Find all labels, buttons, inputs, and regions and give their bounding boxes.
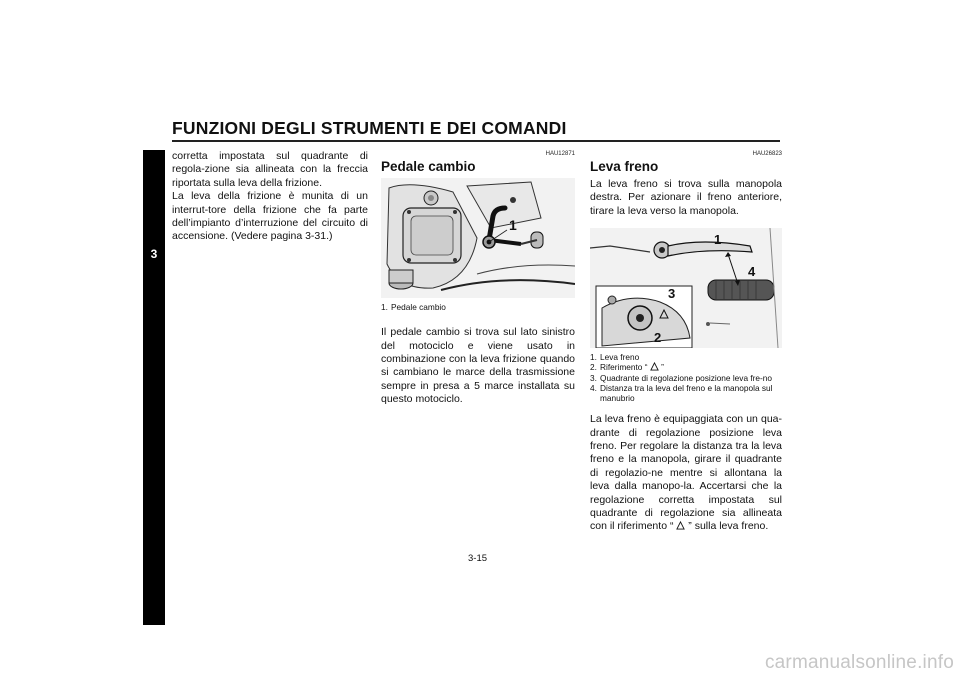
caption-number: 2. <box>590 362 597 373</box>
caption-number: 3. <box>590 372 597 383</box>
caption-text: Quadrante di regolazione posizione leva fre-no <box>600 372 773 383</box>
section-code-leva: HAU26823 <box>752 151 782 157</box>
caption-item <box>590 352 782 362</box>
figure-pedale-cambio <box>381 178 575 298</box>
watermark: carmanualsonline.info <box>764 652 954 673</box>
caption-number: 4. <box>590 382 597 393</box>
col1-paragraph-1: corretta impostata sul quadrante di regola-zione sia allineata con la freccia riportata sulla leva della frizione. <box>172 150 368 189</box>
figure-callout-2: 2 <box>654 330 662 346</box>
column-2 <box>381 150 575 407</box>
column-1 <box>172 150 368 244</box>
caption-item <box>590 373 782 383</box>
captions-pedale <box>381 302 575 312</box>
body-leva-freno <box>590 413 782 534</box>
intro-leva-freno: La leva freno si trova sulla manopola destra. Per azionare il freno anteriore, tirare la leva verso la manopola. <box>590 178 782 217</box>
caption-item <box>590 383 782 403</box>
figure-callout-1: 1 <box>714 232 722 248</box>
title-rule <box>172 140 780 142</box>
figure-leva-freno <box>590 228 782 348</box>
caption-item <box>381 302 575 312</box>
caption-text-after: ” <box>661 362 664 373</box>
heading-leva-freno: Leva freno <box>590 159 659 174</box>
caption-text: Leva freno <box>600 352 640 363</box>
col1-paragraph-2: La leva della frizione è munita di un interrut-tore della frizione che fa parte dell’impianto d’interruzione del circuito di accensione. (Vedere pagina 3-31.) <box>172 190 368 243</box>
body-leva-before: La leva freno è equipaggiata con un qua-drante di regolazione posizione leva freno. Per regolare la distanza tra la leva freno e la manopola, girare il quadrante di regolazio-ne mentre si allontana la leva dalla manopo-la. Accertarsi che la regolazione corretta impostata sul quadrante di regolazione sia allineata con il riferimento “ <box>590 413 782 533</box>
chapter-tab <box>143 150 165 625</box>
section-code-pedale: HAU12871 <box>545 151 575 157</box>
caption-number: 1. <box>381 302 388 312</box>
heading-pedale-cambio: Pedale cambio <box>381 159 476 174</box>
body-pedale-cambio: Il pedale cambio si trova sul lato sinistro del motociclo e viene usato in combinazione con la leva frizione quando si cambiano le marce della trasmissione sempre in presa a 5 marce installata su questo motociclo. <box>381 326 575 406</box>
caption-text <box>600 362 782 372</box>
captions-leva <box>590 352 782 403</box>
figure-callout-1: 1 <box>509 217 517 233</box>
figure-callout-4: 4 <box>748 264 756 280</box>
triangle-icon <box>676 521 685 530</box>
caption-number: 1. <box>590 352 597 363</box>
caption-item <box>590 362 782 372</box>
page-title: FUNZIONI DEGLI STRUMENTI E DEI COMANDI <box>172 118 567 138</box>
body-leva-after: ” sulla leva freno. <box>688 520 769 533</box>
caption-text-before: Riferimento “ <box>600 362 648 373</box>
page-number: 3-15 <box>468 553 488 564</box>
column-3 <box>590 150 782 534</box>
figure-callout-3: 3 <box>668 286 676 302</box>
chapter-tab-number: 3 <box>150 247 158 261</box>
caption-text: Distanza tra la leva del freno e la manopola sul manubrio <box>600 382 773 404</box>
caption-text: Pedale cambio <box>391 302 446 312</box>
triangle-icon <box>650 362 659 371</box>
